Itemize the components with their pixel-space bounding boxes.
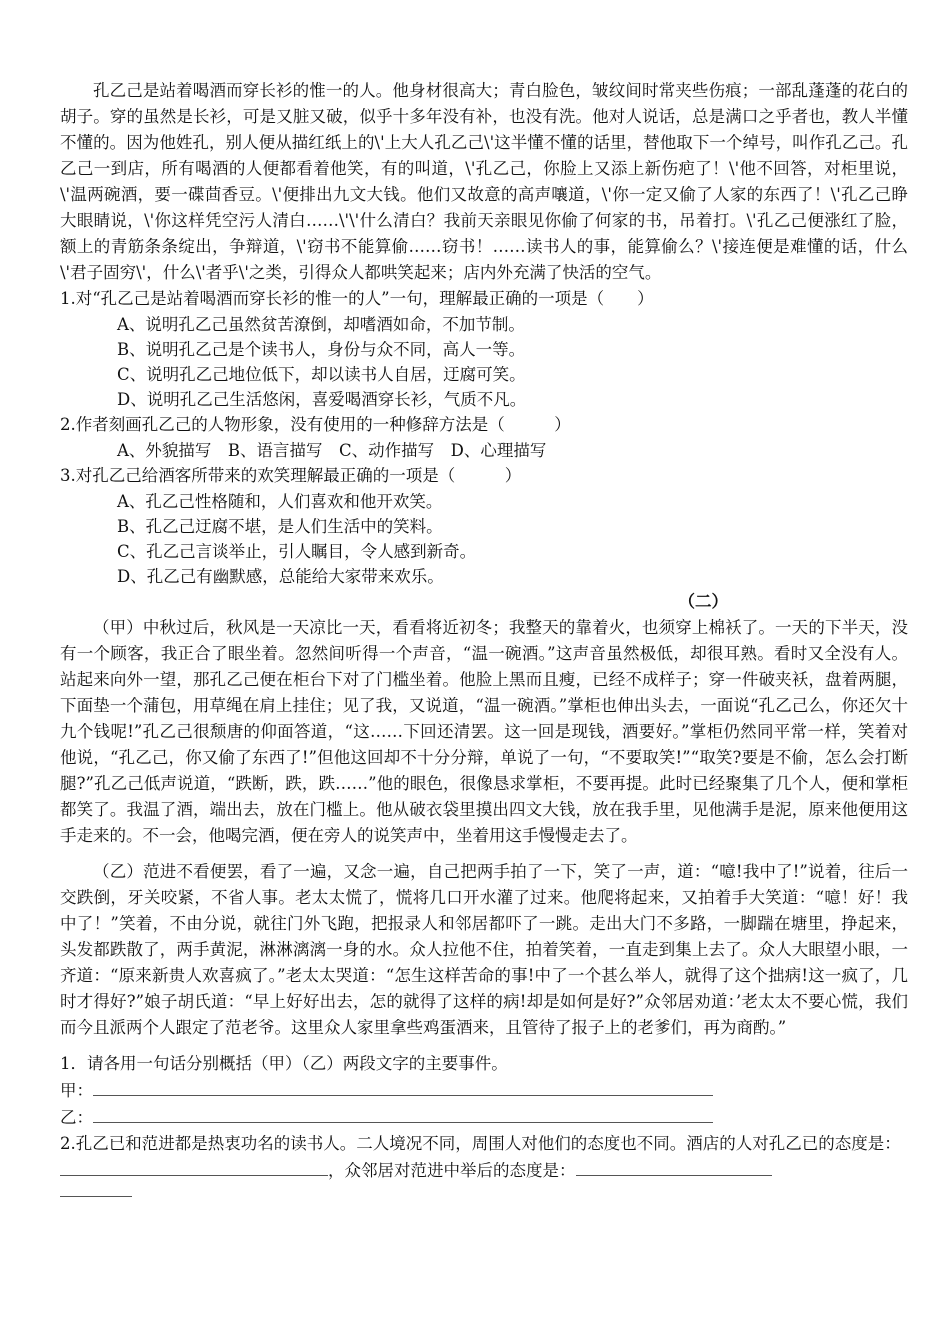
passage-kongyiji-intro: 孔乙己是站着喝酒而穿长衫的惟一的人。他身材很高大；青白脸色，皱纹间时常夹些伤痕；一部乱蓬蓬的花白的胡子。穿的虽然是长衫，可是又脏又破，似乎十多年没有补，也没有洗。他对人说话，总是满口之乎者也，教人半懂不懂的。因为他姓孔，别人便从描红纸上的\'上大人孔乙己\'这半懂不懂的话里，替他取下一个绰号，叫作孔乙己。孔乙己一到店，所有喝酒的人便都看着他笑，有的叫道，\'孔乙己，你脸上又添上新伤疤了！\'他不回答，对柜里说，\'温两碗酒，要一碟茴香豆。\'便排出九文大钱。他们又故意的高声嚷道，\'你一定又偷了人家的东西了！\'孔乙己睁大眼睛说，\'你这样凭空污人清白……\'\'什么清白？我前天亲眼见你偷了何家的书，吊着打。\'孔乙己便涨红了脸，额上的青筋条条绽出，争辩道，\'窃书不能算偷……窃书！……读书人的事，能算偷么？\'接连便是难懂的话，什么\'君子固穷\'，什么\'者乎\'之类，引得众人都哄笑起来；店内外充满了快活的空气。: [60, 81, 908, 282]
q1-option-c: C、说明孔乙己地位低下，却以读书人自居，迂腐可笑。: [117, 365, 526, 384]
q3-option-d: D、孔乙己有幽默感，总能给大家带来欢乐。: [117, 567, 444, 586]
q2-text-part1: 2.孔乙已和范进都是热衷功名的读书人。二人境况不同，周围人对他们的态度也不同。酒店的人对孔乙已的态度是：: [60, 1134, 901, 1153]
q1-option-d: D、说明孔乙己生活悠闲，喜爱喝酒穿长衫，气质不凡。: [117, 390, 527, 409]
q3-option-b: B、孔乙己迂腐不堪，是人们生活中的笑料。: [117, 517, 443, 536]
q2-text-part2: ，众邻居对范进中举后的态度是：: [328, 1161, 576, 1180]
q3-option-a: A、孔乙己性格随和，人们喜欢和他开欢笑。: [117, 492, 443, 511]
question-3: 3.对孔乙己给酒客所带来的欢笑理解最正确的一项是（ ）: [60, 466, 522, 485]
passage-a: （甲）中秋过后，秋风是一天凉比一天，看看将近初冬；我整天的靠着火，也须穿上棉袄了。一天的下半天，没有一个顾客，我正合了眼坐着。忽然间听得一个声音，“温一碗酒。”这声音虽然极低，却很耳熟。看时又全没有人。站起来向外一望，那孔乙己便在柜台下对了门槛坐着。他脸上黑而且瘦，已经不成样子；穿一件破夹袄，盘着两腿，下面垫一个蒲包，用草绳在肩上挂住；见了我，又说道，“温一碗酒。”掌柜也伸出头去，一面说“孔乙己么，你还欠十九个钱呢!”孔乙己很颓唐的仰面答道，“这……下回还清罢。这一回是现钱，酒要好。”掌柜仍然同平常一样，笑着对他说，“孔乙己，你又偷了东西了!”但他这回却不十分分辩，单说了一句，“不要取笑!”“取笑?要是不偷，怎么会打断腿?”孔乙己低声说道，“跌断，跌，跌……”他的眼色，很像恳求掌柜，不要再提。此时已经聚集了几个人，便和掌柜都笑了。我温了酒，端出去，放在门槛上。他从破衣袋里摸出四文大钱，放在我手里，见他满手是泥，原来他便用这手走来的。不一会，他喝完酒，便在旁人的说笑声中，坐着用这手慢慢走去了。: [60, 618, 908, 845]
section-2-question-2: [60, 1131, 908, 1184]
answer-blank-b[interactable]: [93, 1104, 713, 1123]
answer-label-a: 甲：: [60, 1081, 93, 1100]
q1-option-a: A、说明孔乙己虽然贫苦潦倒，却嗜酒如命，不加节制。: [117, 315, 525, 334]
section-2-question-1: 1．请各用一句话分别概括（甲）（乙）两段文字的主要事件。: [60, 1054, 508, 1073]
question-2: 2.作者刻画孔乙己的人物形象，没有使用的一种修辞方法是（ ）: [60, 415, 571, 434]
answer-row-b: [60, 1104, 908, 1131]
question-1: 1.对“孔乙己是站着喝酒而穿长衫的惟一的人”一句，理解最正确的一项是（ ）: [60, 289, 654, 308]
section-2-title: （二）: [678, 592, 728, 611]
answer-blank-a[interactable]: [93, 1077, 713, 1096]
answer-blank-tavern-attitude[interactable]: [60, 1157, 328, 1176]
answer-label-b: 乙：: [60, 1108, 93, 1127]
answer-blank-continuation[interactable]: [60, 1184, 132, 1197]
q3-option-c: C、孔乙己言谈举止，引人瞩目，令人感到新奇。: [117, 542, 477, 561]
answer-blank-neighbors-attitude[interactable]: [576, 1157, 772, 1176]
worksheet-page: [60, 78, 908, 1197]
answer-row-a: [60, 1077, 908, 1104]
q2-options: A、外貌描写 B、语言描写 C、动作描写 D、心理描写: [117, 441, 547, 460]
passage-b: （乙）范进不看便罢，看了一遍，又念一遍，自己把两手拍了一下，笑了一声，道：“噫!我中了!”说着，往后一交跌倒，牙关咬紧，不省人事。老太太慌了，慌将几口开水灌了过来。他爬将起来，又拍着手大笑道：“噫！好！我中了！”笑着，不由分说，就往门外飞跑，把报录人和邻居都吓了一跳。走出大门不多路，一脚踹在塘里，挣起来，头发都跌散了，两手黄泥，淋淋漓漓一身的水。众人拉他不住，拍着笑着，一直走到集上去了。众人大眼望小眼，一齐道：“原来新贵人欢喜疯了。”老太太哭道：“怎生这样苦命的事!中了一个甚么举人，就得了这个拙病!这一疯了，几时才得好?”娘子胡氏道：“早上好好出去，怎的就得了这样的病!却是如何是好?”众邻居劝道：’老太太不要心慌，我们而今且派两个人跟定了范老爷。这里众人家里拿些鸡蛋酒来，且管待了报子上的老爹们，再为商酌。”: [60, 862, 908, 1037]
q1-option-b: B、说明孔乙己是个读书人，身份与众不同，高人一等。: [117, 340, 526, 359]
